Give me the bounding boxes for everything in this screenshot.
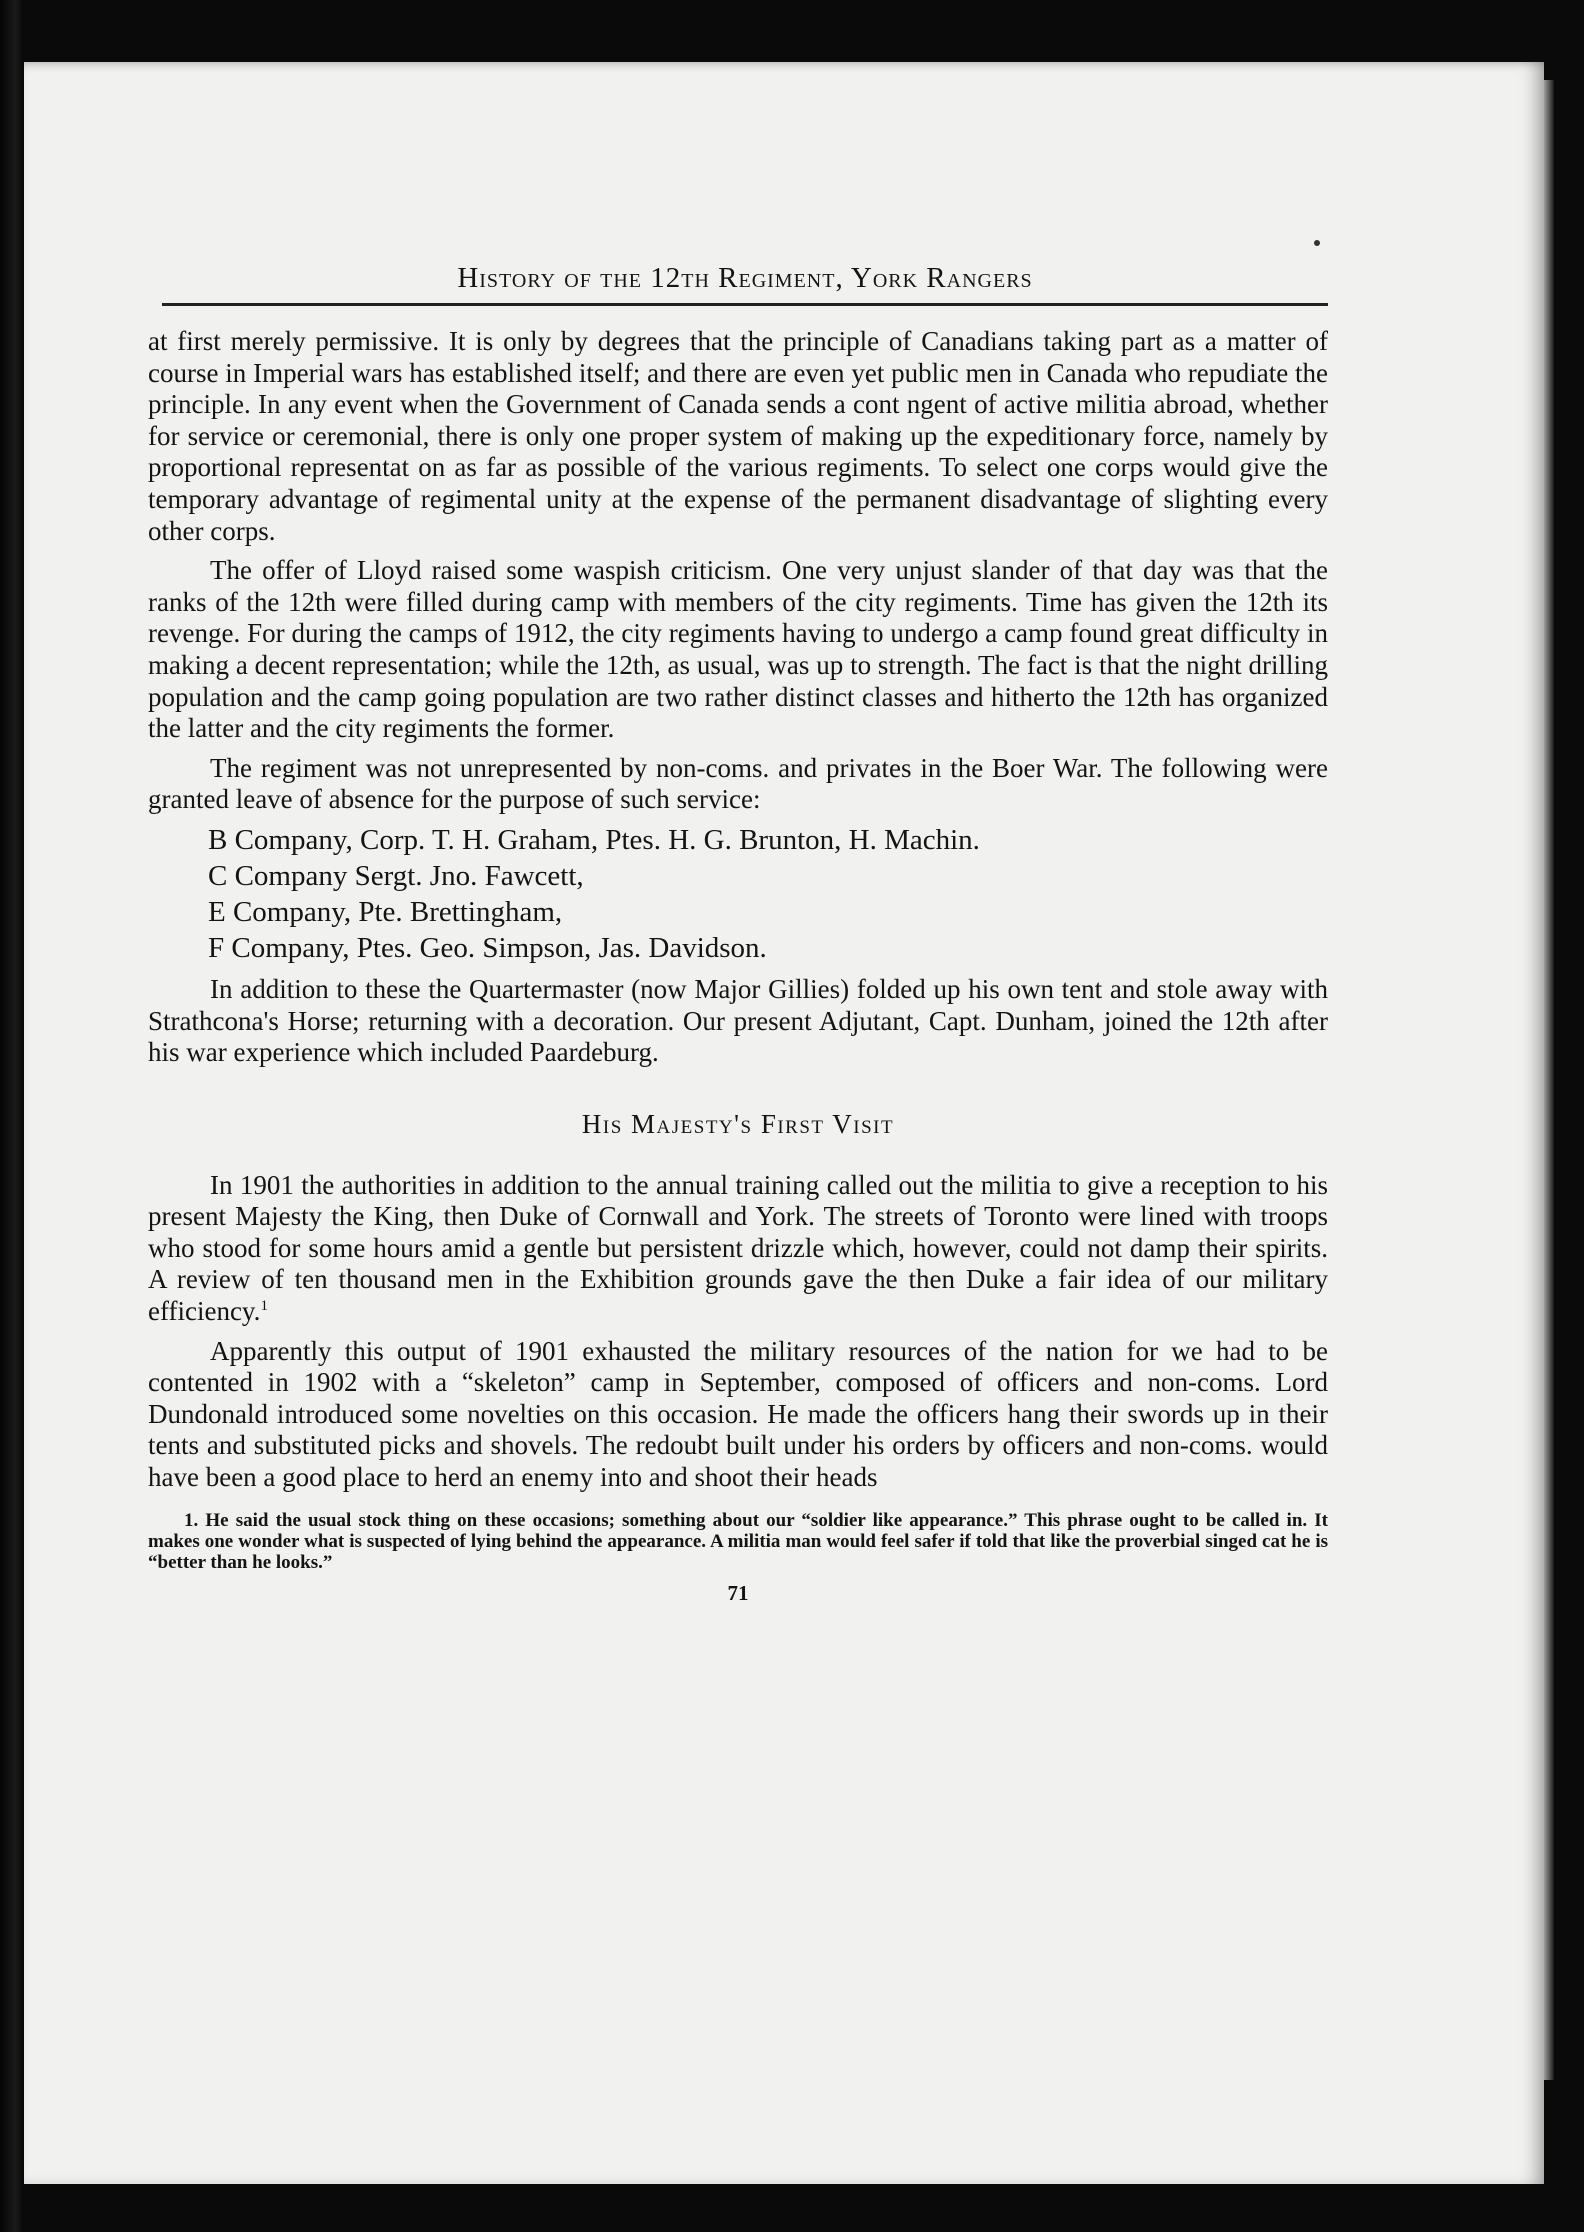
paragraph-1901-visit [148, 1170, 1328, 1328]
paragraph-continued: at first merely permissive. It is only by degrees that the principle of Canadians taking part as a matter of course in Imperial wars has established itself; and there are even yet public men in Canada who repudiate the principle. In any event when the Government of Canada sends a cont ngent of active militia abroad, whether for service or ceremonial, there is only one proper system of making up the expeditionary force, namely by proportional representat on as far as possible of the various regiments. To select one corps would give the temporary advantage of regimental unity at the expense of the permanent disadvantage of slighting every other corps. [148, 326, 1328, 546]
paragraph-lloyd-criticism: The offer of Lloyd raised some waspish criticism. One very unjust slander of that day was that the ranks of the 12th were filled during camp with members of the city regiments. Time has given the 12th its revenge. For during the camps of 1912, the city regiments having to undergo a camp found great difficulty in making a decent representation; while the 12th, as usual, was up to strength. The fact is that the night drilling population and the camp going population are two rather distinct classes and hitherto the 12th has organized the latter and the city regiments the former. [148, 555, 1328, 744]
list-item: B Company, Corp. T. H. Graham, Ptes. H. G. Brunton, H. Machin. [208, 823, 980, 856]
paragraph-1902-camp: Apparently this output of 1901 exhausted the military resources of the nation for we had to be contented in 1902 with a “skeleton” camp in September, composed of officers and non-coms. Lord Dundonald introduced some novelties on this occasion. He made the officers hang their swords up in their tents and substituted picks and shovels. The redoubt built under his orders by officers and non-coms. would have been a good place to herd an enemy into and shoot their heads [148, 1335, 1328, 1493]
paragraph-boer-war: The regiment was not unrepresented by non-coms. and privates in the Boer War. The following were granted leave of absence for the purpose of such service: [148, 752, 1328, 815]
list-item: E Company, Pte. Brettingham, [208, 895, 563, 928]
section-heading: His Majesty's First Visit [581, 1108, 895, 1139]
footnote-reference: 1 [260, 1298, 268, 1315]
footnote: 1. He said the usual stock thing on these occasions; something about our “soldier like appearance.” This phrase ought to be called in. It makes one wonder what is suspected of lying behind the appearance. A militia man would feel safer if told that like the proverbial singed cat he is “better than he looks.” [148, 1509, 1328, 1573]
ink-speck [1314, 240, 1320, 246]
page-text [148, 262, 1328, 1606]
list-item: C Company Sergt. Jno. Fawcett, [208, 859, 584, 892]
paragraph-quartermaster: In addition to these the Quartermaster (now Major Gillies) folded up his own tent and stole away with Strathcona's Horse; returning with a decoration. Our present Adjutant, Capt. Dunham, joined the 12th after his war experience which included Paardeburg. [148, 973, 1328, 1068]
paragraph-1901-visit-text: In 1901 the authorities in addition to the annual training called out the militia to give a reception to his present Majesty the King, then Duke of Cornwall and York. The streets of Toronto were lined with troops who stood for some hours amid a gentle but persistent drizzle which, however, could not damp their spirits. A review of ten thousand men in the Exhibition grounds gave the then Duke a fair idea of our military efficiency. [148, 1169, 1328, 1327]
service-list [148, 822, 1328, 966]
book-binding-edge [0, 0, 22, 2232]
page-number: 71 [727, 1580, 749, 1605]
running-head: History of the 12th Regiment, York Rangers [457, 262, 1033, 294]
running-head-rule [162, 303, 1328, 306]
list-item: F Company, Ptes. Geo. Simpson, Jas. Davidson. [208, 931, 767, 964]
